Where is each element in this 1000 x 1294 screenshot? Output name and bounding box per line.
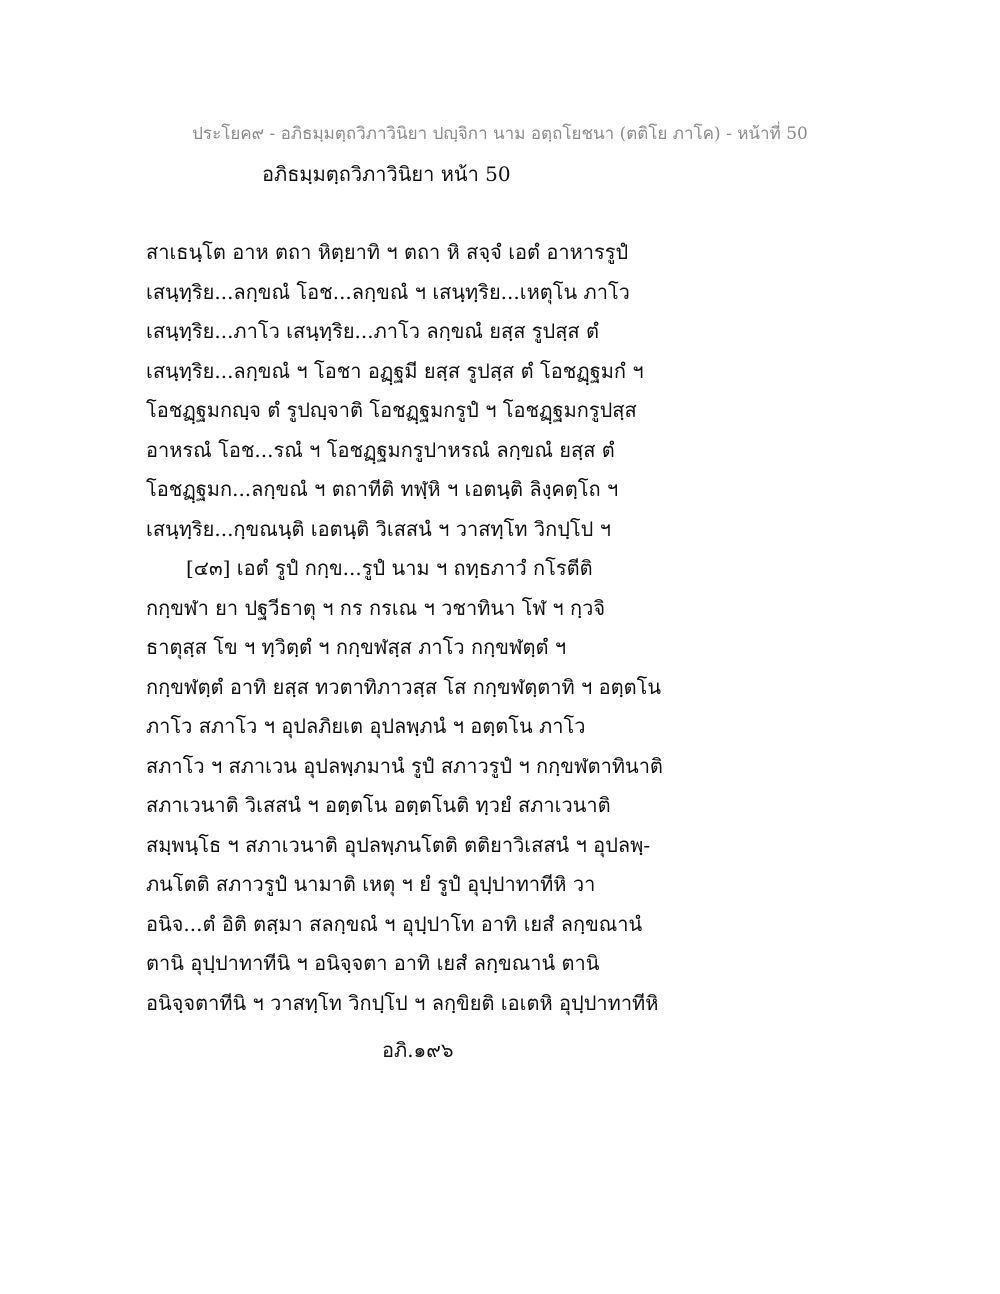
text-line: สาเธนฺโต อาห ตถา หิตฺยาทิ ฯ ตถา หิ สจฺจํ เอตํ อาหารรูปํ bbox=[146, 240, 629, 264]
body-text bbox=[146, 233, 706, 1023]
text-line: เสนฺทฺริย...กฺขณนฺติ เอตนฺติ วิเสสนํ ฯ วาสทฺโท วิกปฺโป ฯ bbox=[146, 516, 611, 541]
paragraph-start-line: [๔๓] เอตํ รูปํ กกฺข...รูปํ นาม ฯ ถทฺธภาวํ กโรตีติ bbox=[186, 556, 593, 580]
text-line: สภาเวนาติ วิเสสนํ ฯ อตฺตโน อตฺตโนติ ทฺวยํ สภาเวนาติ bbox=[146, 793, 611, 817]
text-line: โอชฏฺฐมก...ลกฺขณํ ฯ ตถาทีติ ทฬฺหิ ฯ เอตนฺติ ลิงฺคตฺโถ ฯ bbox=[146, 477, 619, 501]
text-line: อนิจฺจตาทีนิ ฯ วาสทฺโท วิกปฺโป ฯ ลกฺขิยติ เอเตหิ อุปฺปาทาทีหิ bbox=[146, 990, 659, 1015]
page-footer-reference: อภิ.๑๙๖ bbox=[382, 1038, 454, 1062]
text-line: โอชฏฺฐมกญฺจ ตํ รูปญฺจาติ โอชฏฺฐมกรูปํ ฯ โอชฏฺฐมกรูปสฺส bbox=[146, 398, 637, 422]
text-line: กกฺขฬา ยา ปฐวีธาตุ ฯ กร กรเณ ฯ วชาทินา โฬ ฯ กฺวจิ bbox=[146, 595, 606, 620]
page-heading: อภิธมฺมตฺถวิภาวินิยา หน้า 50 bbox=[262, 162, 511, 186]
text-line: อนิจ...ตํ อิติ ตสฺมา สลกฺขณํ ฯ อุปฺปาโท อาทิ เยสํ ลกฺขณานํ bbox=[146, 911, 643, 936]
text-line: ธาตุสฺส โข ฯ ทฺวิตฺตํ ฯ กกฺขฬสฺส ภาโว กกฺขฬตฺตํ ฯ bbox=[146, 635, 567, 659]
text-line: ตานิ อุปฺปาทาทีนิ ฯ อนิจฺจตา อาทิ เยสํ ลกฺขณานํ ตานิ bbox=[146, 951, 600, 975]
text-line: ภนโตติ สภาวรูปํ นามาติ เหตุ ฯ ยํ รูปํ อุปฺปาทาทีหิ วา bbox=[146, 872, 596, 896]
text-line: เสนฺทฺริย...ลกฺขณํ ฯ โอชา อฏฺฐมี ยสฺส รูปสฺส ตํ โอชฏฺฐมกํ ฯ bbox=[146, 358, 644, 383]
text-line: กกฺขฬตฺตํ อาทิ ยสฺส ทวตาทิภาวสฺส โส กกฺขฬตฺตาทิ ฯ อตฺตโน bbox=[146, 674, 662, 699]
text-line: สมฺพนฺโธ ฯ สภาเวนาติ อุปลพฺภนโตติ ตติยาวิเสสนํ ฯ อุปลพฺ- bbox=[146, 832, 651, 857]
text-line: เสนฺทฺริย...ลกฺขณํ โอช...ลกฺขณํ ฯ เสนฺทฺริย...เหตุโน ภาโว bbox=[146, 279, 630, 304]
running-header: ประโยค๙ - อภิธมฺมตฺถวิภาวินิยา ปญฺจิกา นาม อตฺถโยชนา (ตติโย ภาโค) - หน้าที่ 50 bbox=[192, 124, 808, 144]
text-line: ภาโว สภาโว ฯ อุปลภิยเต อุปลพฺภนํ ฯ อตฺตโน ภาโว bbox=[146, 714, 586, 738]
text-line: เสนฺทฺริย...ภาโว เสนฺทฺริย...ภาโว ลกฺขณํ ยสฺส รูปสฺส ตํ bbox=[146, 319, 599, 343]
text-line: อาหรณํ โอช...รณํ ฯ โอชฏฺฐมกรูปาหรณํ ลกฺขณํ ยสฺส ตํ bbox=[146, 437, 615, 462]
text-line: สภาโว ฯ สภาเวน อุปลพฺภมานํ รูปํ สภาวรูปํ ฯ กกฺขฬตาทินาติ bbox=[146, 753, 663, 778]
